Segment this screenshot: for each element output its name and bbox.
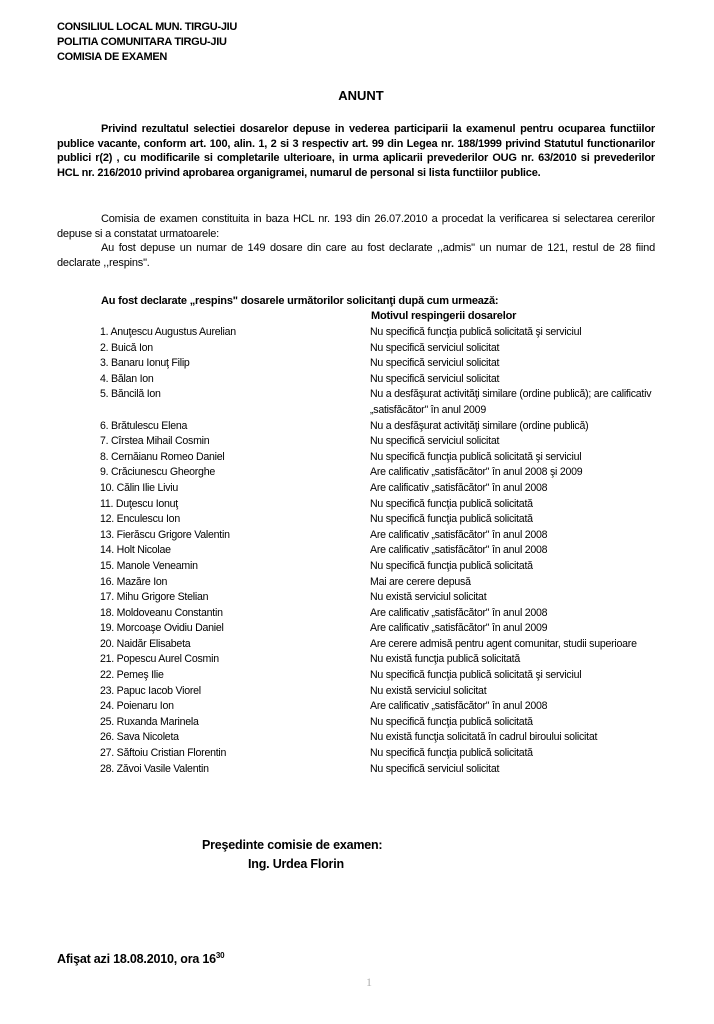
rejection-reason: Are calificativ „satisfăcător" în anul 2008	[370, 606, 548, 619]
list-item	[100, 762, 660, 778]
rejection-reason: Are calificativ „satisfăcător" în anul 2008	[370, 544, 548, 557]
list-item	[100, 450, 660, 466]
rejection-reason: Nu specifică funcţia publică solicitată	[370, 715, 533, 728]
rejection-reason: Nu specifică funcţia publică solicitată şi serviciul	[370, 669, 582, 682]
applicant-name: 16. Mazăre Ion	[100, 575, 168, 588]
list-item	[100, 341, 660, 357]
list-item	[100, 497, 660, 513]
rejected-list-heading: Au fost declarate „respins" dosarele următorilor solicitanţi după cum urmează:	[101, 295, 499, 307]
applicant-name: 19. Morcoaşe Ovidiu Daniel	[100, 622, 224, 635]
rejection-reason: Nu specifică serviciul solicitat	[370, 357, 500, 370]
list-item	[100, 715, 660, 731]
document-title: ANUNT	[338, 88, 384, 103]
list-item	[100, 528, 660, 544]
rejection-reason: Nu specifică serviciul solicitat	[370, 762, 500, 775]
list-item	[100, 387, 660, 418]
applicant-name: 12. Enculescu Ion	[100, 513, 180, 526]
applicant-name: 11. Duţescu Ionuţ	[100, 497, 179, 510]
applicant-name: 1. Anuţescu Augustus Aurelian	[100, 326, 236, 338]
body-paragraph-1: Comisia de examen constituita in baza HCL nr. 193 din 26.07.2010 a procedat la verificarea si selectarea cererilor depuse si a constatat urmatoarele:	[57, 213, 655, 240]
rejection-reason: Nu specifică funcţia publică solicitată	[370, 513, 533, 526]
applicant-name: 3. Banaru Ionuţ Filip	[100, 357, 190, 370]
applicant-name: 7. Cîrstea Mihail Cosmin	[100, 435, 210, 448]
applicant-name: 24. Poienaru Ion	[100, 700, 174, 713]
list-item	[100, 746, 660, 762]
list-item	[100, 372, 660, 388]
list-item	[100, 621, 660, 637]
applicant-name: 13. Fierăscu Grigore Valentin	[100, 528, 230, 541]
list-item	[100, 559, 660, 575]
applicant-name: 26. Sava Nicoleta	[100, 731, 179, 744]
rejection-reason: Are calificativ „satisfăcător" în anul 2008	[370, 700, 548, 713]
list-item	[100, 543, 660, 559]
rejection-reason: Nu există funcţia solicitată în cadrul biroului solicitat	[370, 731, 598, 744]
applicant-name: 8. Cernăianu Romeo Daniel	[100, 450, 225, 463]
issuer-header	[57, 20, 237, 65]
list-item	[100, 465, 660, 481]
intro-text: Privind rezultatul selectiei dosarelor depuse in vederea participarii la examenul pentru ocuparea functiilor publice vacante, conform art. 100, alin. 1, 2 si 3 respectiv art. 99 din Legea nr. 188/1999 privind Statutul functionarilor publici r(2) , cu modificarile si completarile ulterioare, in urma aplicarii prevederilor OUG nr. 63/2010 si prevederilor HCL nr. 216/2010 privind aprobarea organigramei, numarul de personal si lista functiilor publice.	[57, 123, 655, 179]
list-item	[100, 606, 660, 622]
applicant-name: 21. Popescu Aurel Cosmin	[100, 653, 219, 666]
rejection-reason: Nu specifică funcţia publică solicitată şi serviciul	[370, 450, 582, 463]
rejection-reason: Nu specifică funcţia publică solicitată	[370, 559, 533, 572]
applicant-name: 10. Călin Ilie Liviu	[100, 481, 179, 494]
list-item	[100, 730, 660, 746]
applicant-name: 27. Săftoiu Cristian Florentin	[100, 747, 227, 760]
list-item	[100, 512, 660, 528]
rejection-reason: Nu există serviciul solicitat	[370, 591, 487, 604]
applicant-name: 18. Moldoveanu Constantin	[100, 606, 223, 619]
body-paragraph-2: Au fost depuse un numar de 149 dosare din care au fost declarate ,,admis" un numar de 121, restul de 28 fiind declarate ,,respins".	[57, 242, 655, 269]
list-item	[100, 575, 660, 591]
rejection-reason: Nu specifică funcţia publică solicitată	[370, 747, 533, 760]
list-item	[100, 668, 660, 684]
rejection-reason: Nu specifică serviciul solicitat	[370, 435, 500, 448]
rejected-applicants-list	[100, 325, 660, 777]
applicant-name: 5. Băncilă Ion	[100, 388, 161, 401]
issuer-line-commission: COMISIA DE EXAMEN	[57, 51, 168, 63]
rejection-reason: Are cerere admisă pentru agent comunitar, studii superioare	[370, 637, 637, 650]
page-number: 1	[366, 975, 372, 989]
applicant-name: 25. Ruxanda Marinela	[100, 715, 199, 728]
applicant-name: 17. Mihu Grigore Stelian	[100, 591, 209, 604]
intro-paragraph	[57, 122, 655, 180]
posted-time-superscript: 30	[215, 951, 225, 960]
rejection-reason: Are calificativ „satisfăcător" în anul 2009	[370, 622, 548, 635]
applicant-name: 4. Bălan Ion	[100, 372, 154, 385]
rejection-reason: Nu specifică funcţia publică solicitată	[370, 497, 533, 510]
posted-date	[57, 951, 224, 966]
list-item	[100, 684, 660, 700]
applicant-name: 23. Papuc Iacob Viorel	[100, 684, 201, 697]
issuer-line-police: POLITIA COMUNITARA TIRGU-JIU	[57, 36, 227, 48]
rejection-reason: Are calificativ „satisfăcător" în anul 2008	[370, 528, 548, 541]
rejection-reason: Nu există serviciul solicitat	[370, 684, 487, 697]
list-item	[100, 325, 660, 341]
rejection-reason: Nu specifică serviciul solicitat	[370, 372, 500, 385]
applicant-name: 15. Manole Veneamin	[100, 559, 198, 572]
issuer-line-council: CONSILIUL LOCAL MUN. TIRGU-JIU	[57, 21, 238, 33]
applicant-name: 9. Crăciunescu Gheorghe	[100, 466, 215, 479]
posted-text: Afişat azi 18.08.2010, ora 16	[57, 952, 216, 967]
list-item	[100, 356, 660, 372]
applicant-name: 6. Brătulescu Elena	[100, 419, 188, 432]
list-item	[100, 590, 660, 606]
rejection-reason: Nu a desfăşurat activităţi similare (ordine publică); are calificativ „satisfăcător" în anul 2009	[370, 388, 652, 416]
list-item	[100, 481, 660, 497]
rejection-reason: Nu a desfăşurat activităţi similare (ordine publică)	[370, 419, 589, 432]
reason-column-heading: Motivul respingerii dosarelor	[371, 310, 517, 322]
applicant-name: 2. Buică Ion	[100, 341, 153, 354]
body-paragraphs	[57, 212, 655, 270]
list-item	[100, 419, 660, 435]
applicant-name: 22. Pemeş Ilie	[100, 669, 164, 682]
rejection-reason: Are calificativ „satisfăcător" în anul 2008	[370, 481, 548, 494]
signer-role: Preşedinte comisie de examen:	[202, 838, 383, 852]
rejection-reason: Nu există funcţia publică solicitată	[370, 653, 520, 666]
rejection-reason: Nu specifică serviciul solicitat	[370, 341, 500, 354]
rejection-reason: Nu specifică funcţia publică solicitată şi serviciul	[370, 326, 582, 338]
signer-name: Ing. Urdea Florin	[248, 857, 344, 871]
applicant-name: 28. Zăvoi Vasile Valentin	[100, 762, 209, 775]
list-item	[100, 699, 660, 715]
applicant-name: 20. Naidăr Elisabeta	[100, 637, 191, 650]
signature-block	[202, 836, 382, 874]
applicant-name: 14. Holt Nicolae	[100, 544, 171, 557]
list-item	[100, 652, 660, 668]
rejection-reason: Mai are cerere depusă	[370, 575, 471, 588]
list-item	[100, 434, 660, 450]
rejection-reason: Are calificativ „satisfăcător" în anul 2008 şi 2009	[370, 466, 583, 479]
list-item	[100, 637, 660, 653]
